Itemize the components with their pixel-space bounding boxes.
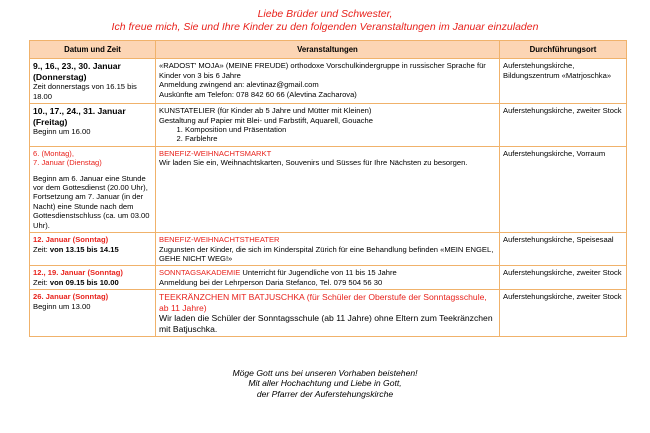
event-description: Wir laden die Schüler der Sonntagsschule (ab 11 Jahre) ohne Eltern zum Teekränzchen mit Batjuschka. [159, 313, 493, 334]
greeting-header [0, 8, 650, 34]
event-cell [156, 104, 500, 147]
event-title: SONNTAGSAKADEMIE [159, 268, 241, 278]
place-cell: Auferstehungskirche, zweiter Stock [500, 104, 627, 147]
date-cell [30, 266, 156, 290]
event-date: 12., 19. Januar (Sonntag) [33, 268, 123, 278]
event-title: TEEKRÄNZCHEN MIT BATJUSCHKA (für Schüler der Oberstufe der Sonntagsschule, ab 11 Jahre) [159, 292, 487, 313]
list-item: 2. Farblehre [185, 134, 496, 143]
greeting-line-2: Ich freue mich, Sie und Ihre Kinder zu den folgenden Veranstaltungen im Januar einzuladen [111, 21, 539, 33]
date-cell [30, 104, 156, 147]
event-time: Beginn um 16.00 [33, 127, 91, 137]
event-time [33, 278, 152, 287]
event-topic-list [159, 125, 496, 144]
list-item: 1. Komposition und Präsentation [185, 125, 496, 134]
event-description: Wir laden Sie ein, Weihnachtskarten, Souvenirs und Süsses für Ihre Nächsten zu besorgen. [159, 158, 468, 168]
events-table [29, 40, 627, 337]
footer-line-2: Mit aller Hochachtung und Liebe in Gott, [248, 378, 402, 389]
event-title: BENEFIZ-WEIHNACHTSTHEATER [159, 235, 280, 245]
time-range: von 09.15 bis 10.00 [49, 277, 119, 287]
greeting-line-1: Liebe Brüder und Schwester, [257, 8, 393, 20]
column-header-events: Veranstaltungen [156, 41, 500, 59]
place-cell: Auferstehungskirche, Speisesaal [500, 233, 627, 266]
time-range: von 13.15 bis 14.15 [49, 244, 119, 254]
event-date: 10., 17., 24., 31. Januar (Freitag) [33, 106, 126, 127]
date-cell [30, 59, 156, 104]
event-line: KUNSTATELIER (für Kinder ab 5 Jahre und Mütter mit Kleinen) [159, 106, 372, 116]
table-row [30, 146, 627, 232]
event-date: 9., 16., 23., 30. Januar (Donnerstag) [33, 61, 121, 82]
event-cell [156, 290, 500, 337]
event-line: Gestaltung auf Papier mit Blei- und Farbstift, Aquarell, Gouache [159, 115, 374, 125]
event-date: 26. Januar (Sonntag) [33, 292, 109, 302]
event-date: 7. Januar (Dienstag) [33, 158, 102, 168]
event-cell [156, 59, 500, 104]
time-prefix: Zeit: [33, 277, 48, 287]
event-line: «RADOST' MOJA» (MEINE FREUDE) orthodoxe Vorschulkindergruppe in russischer Sprache für Kinder von 3 bis 6 Jahre [159, 61, 486, 80]
date-cell [30, 290, 156, 337]
event-title-line [159, 268, 496, 277]
table-row [30, 266, 627, 290]
event-date: 6. (Montag), [33, 148, 74, 158]
table-row [30, 290, 627, 337]
date-cell [30, 146, 156, 232]
event-description: Zugunsten der Kinder, die sich im Kinderspital Zürich für eine Behandlung befinden «MEIN ENGEL, GEHE NICHT WEG!» [159, 244, 494, 263]
table-row [30, 104, 627, 147]
event-cell [156, 233, 500, 266]
event-description: Anmeldung bei der Lehrperson Daria Stefanco, Tel. 079 504 56 30 [159, 277, 383, 287]
event-title: BENEFIZ-WEIHNACHTSMARKT [159, 148, 272, 158]
column-header-date: Datum und Zeit [30, 41, 156, 59]
date-cell [30, 233, 156, 266]
place-cell: Auferstehungskirche, zweiter Stock [500, 266, 627, 290]
place-cell: Auferstehungskirche, Vorraum [500, 146, 627, 232]
event-line: Anmeldung zwingend an: alevtinaz@gmail.com [159, 80, 319, 90]
footer-line-1: Möge Gott uns bei unseren Vorhaben beistehen! [232, 368, 418, 378]
time-prefix: Zeit: [33, 244, 48, 254]
event-time: Beginn um 13.00 [33, 301, 91, 311]
place-cell: Auferstehungskirche, zweiter Stock [500, 290, 627, 337]
table-row [30, 59, 627, 104]
event-time: Beginn am 6. Januar eine Stunde vor dem Gottesdienst (20.00 Uhr), Fortsetzung am 7. Januar (in der Nacht) eine Stunde nach dem Gottesdienstschluss (ca. um 03.00 Uhr). [33, 173, 150, 230]
event-line: Auskünfte am Telefon: 078 842 60 66 (Alevtina Zacharova) [159, 89, 357, 99]
event-time [33, 245, 152, 254]
column-header-place: Durchführungsort [500, 41, 627, 59]
footer-line-3: der Pfarrer der Auferstehungskirche [256, 388, 394, 399]
event-date: 12. Januar (Sonntag) [33, 235, 109, 245]
event-time: Zeit donnerstags von 16.15 bis 18.00 [33, 82, 137, 101]
table-row [30, 233, 627, 266]
event-cell [156, 266, 500, 290]
event-cell [156, 146, 500, 232]
event-title-rest: Unterricht für Jugendliche von 11 bis 15 Jahre [240, 268, 397, 278]
closing-footer [0, 368, 650, 399]
place-cell: Auferstehungskirche, Bildungszentrum «Matrjoschka» [500, 59, 627, 104]
table-header-row [30, 41, 627, 59]
